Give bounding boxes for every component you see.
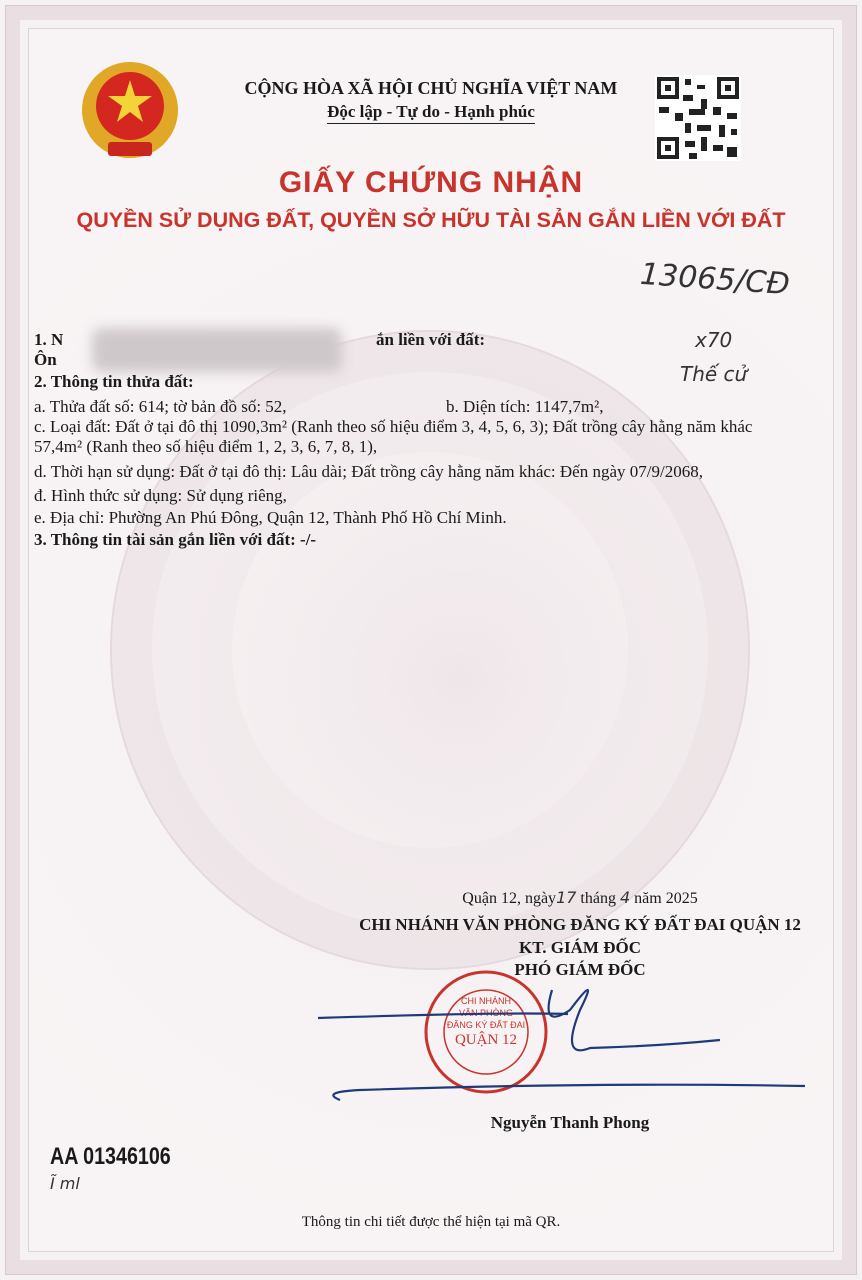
serial-number: AA 01346106 bbox=[50, 1143, 171, 1170]
handwritten-initials: Ĩ ml bbox=[50, 1174, 80, 1193]
certificate-title: GIẤY CHỨNG NHẬN bbox=[278, 166, 584, 199]
certificate-subtitle: QUYỀN SỬ DỤNG ĐẤT, QUYỀN SỞ HỮU TÀI SẢN GẮN LIỀN VỚI ĐẤT bbox=[76, 208, 786, 232]
signer-name: Nguyễn Thanh Phong bbox=[490, 1113, 650, 1132]
footer-note: Thông tin chi tiết được thể hiện tại mã QR. bbox=[301, 1214, 561, 1230]
date-prefix: Quận 12, ngày bbox=[462, 890, 557, 907]
signer-role-2: PHÓ GIÁM ĐỐC bbox=[514, 960, 646, 979]
section-3-heading: 3. Thông tin tài sản gắn liền với đất: -/- bbox=[34, 530, 317, 549]
stamp-line: VĂN PHÒNG bbox=[458, 1008, 513, 1018]
parcel-number: a. Thửa đất số: 614; tờ bản đồ số: 52, bbox=[34, 397, 287, 416]
issuing-office: CHI NHÁNH VĂN PHÒNG ĐĂNG KÝ ĐẤT ĐAI QUẬN 12 bbox=[359, 915, 801, 934]
stamp-line: ĐĂNG KÝ ĐẤT ĐAI bbox=[446, 1020, 526, 1030]
date-month: 4 bbox=[619, 888, 631, 907]
stamp-line: CHI NHÁNH bbox=[460, 996, 511, 1006]
owner-prefix: Ôn bbox=[34, 350, 57, 369]
usage-term: d. Thời hạn sử dụng: Đất ở tại đô thị: Lâu dài; Đất trồng cây hằng năm khác: Đến ngày 07/9/2068, bbox=[34, 462, 703, 481]
date-day: 17 bbox=[556, 888, 577, 907]
section-1-heading-start: 1. N bbox=[34, 330, 64, 349]
signer-role-1: KT. GIÁM ĐỐC bbox=[519, 938, 641, 957]
land-type-line-2: 57,4m² (Ranh theo số hiệu điểm 1, 2, 3, 6, 7, 8, 1), bbox=[34, 437, 378, 456]
handwritten-number: 13065/CĐ bbox=[638, 256, 791, 303]
date-month-label: tháng bbox=[580, 890, 616, 907]
usage-form: đ. Hình thức sử dụng: Sử dụng riêng, bbox=[34, 486, 287, 505]
issue-date bbox=[300, 888, 860, 908]
handwritten-note-1: x70 bbox=[695, 328, 733, 352]
motto-text: Độc lập - Tự do - Hạnh phúc bbox=[327, 102, 535, 124]
date-year: năm 2025 bbox=[634, 890, 698, 907]
motto bbox=[0, 102, 862, 122]
signature-scribble bbox=[300, 970, 840, 1110]
redacted-owner-name bbox=[92, 328, 342, 372]
nation-heading: CỘNG HÒA XÃ HỘI CHỦ NGHĨA VIỆT NAM bbox=[244, 78, 618, 98]
parcel-area: b. Diện tích: 1147,7m², bbox=[446, 397, 604, 416]
handwritten-note-2: Thế cử bbox=[680, 362, 748, 386]
section-1-heading-end: ắn liền với đất: bbox=[376, 330, 486, 349]
address: e. Địa chỉ: Phường An Phú Đông, Quận 12, Thành Phố Hồ Chí Minh. bbox=[34, 508, 507, 527]
land-type-line-1: c. Loại đất: Đất ở tại đô thị 1090,3m² (Ranh theo số hiệu điểm 3, 4, 5, 6, 3); Đất trồng cây hằng năm khác bbox=[34, 417, 753, 436]
section-2-heading: 2. Thông tin thửa đất: bbox=[34, 372, 194, 391]
stamp-line: QUẬN 12 bbox=[454, 1032, 518, 1048]
